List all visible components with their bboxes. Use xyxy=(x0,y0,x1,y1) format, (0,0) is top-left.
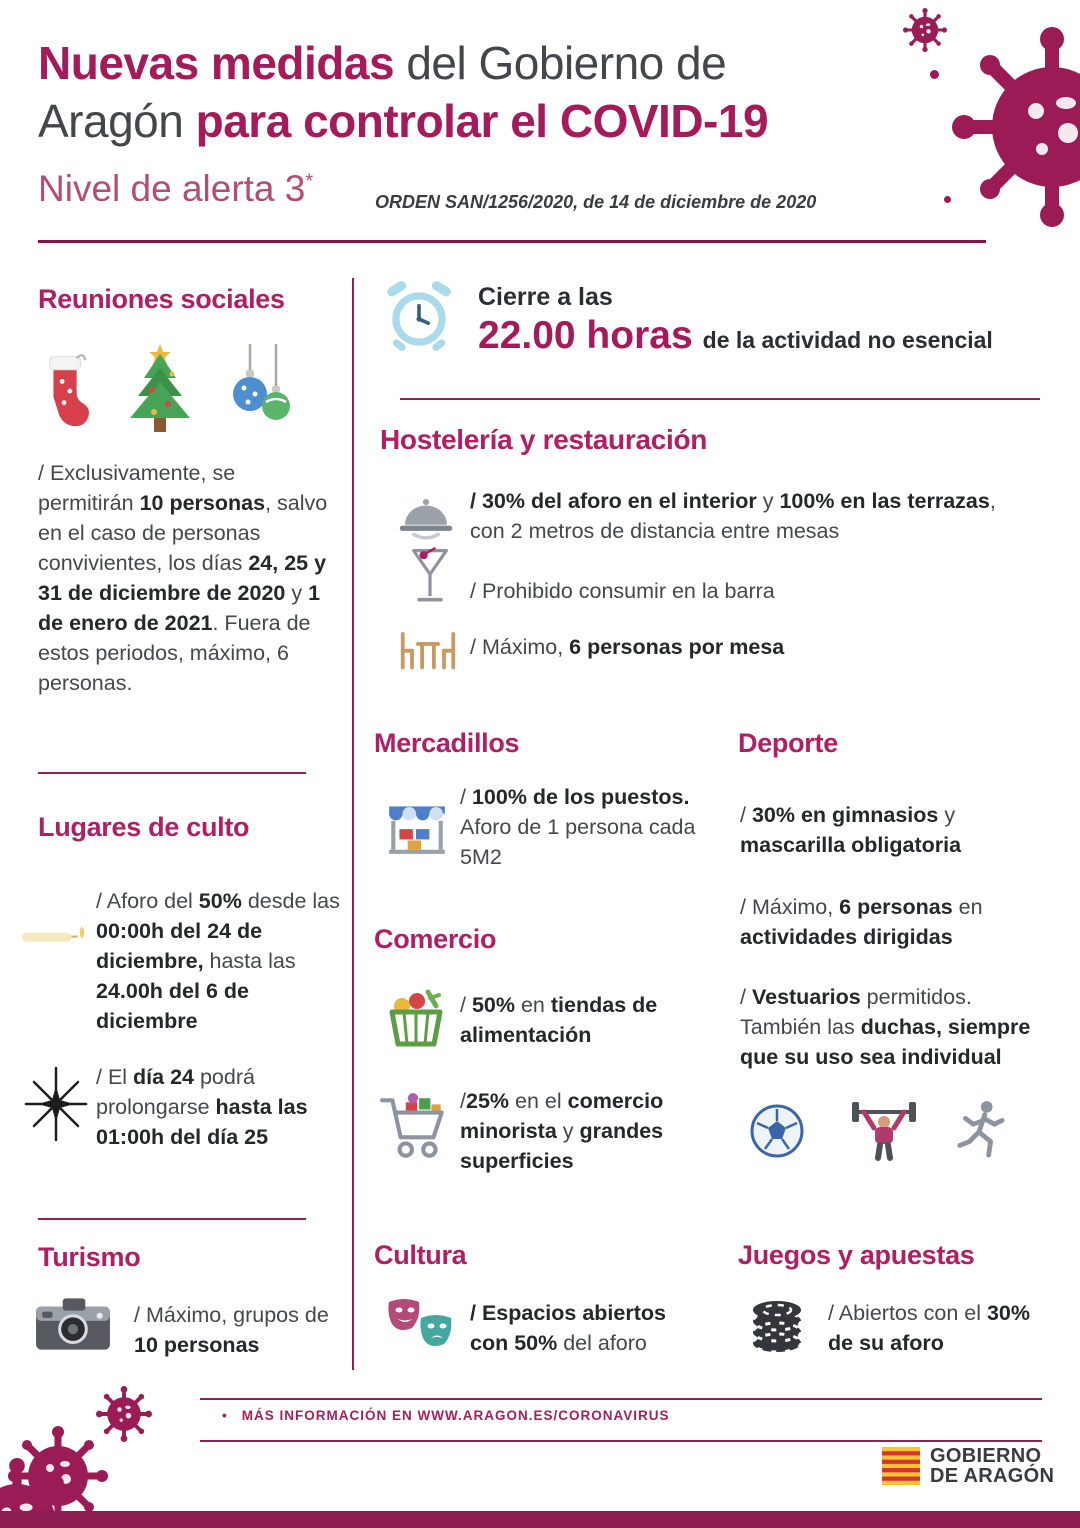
deporte-item: / 30% en gimnasios y mascarilla obligatoria xyxy=(740,803,962,857)
virus-icon xyxy=(903,8,947,52)
mercadillos-text: / 100% de los puestos. Aforo de 1 persona cada 5M2 xyxy=(460,785,696,869)
culto-item: / Aforo del 50% desde las 00:00h del 24 de diciembre, hasta las 24.00h del 6 de diciembre xyxy=(96,889,340,1033)
candle-icon xyxy=(20,920,92,947)
cocktail-icon xyxy=(410,546,450,608)
logo-line2: DE ARAGÓN xyxy=(930,1465,1055,1487)
stocking-icon xyxy=(38,350,94,436)
bottom-bar xyxy=(0,1511,1080,1528)
section-title-juegos: Juegos y apuestas xyxy=(738,1240,975,1270)
section-title-reuniones: Reuniones sociales xyxy=(38,284,285,314)
page-title xyxy=(38,34,958,150)
gobierno-aragon-logo xyxy=(882,1446,1054,1486)
cultura-text: / Espacios abiertos con 50% del aforo xyxy=(470,1301,666,1355)
soccer-ball-icon xyxy=(748,1102,806,1160)
cloche-icon xyxy=(398,492,454,540)
bullet: • xyxy=(222,1408,228,1423)
deporte-item: / Máximo, 6 personas en actividades dirigidas xyxy=(740,895,983,949)
alert-footnote-mark: * xyxy=(305,170,314,193)
section-divider xyxy=(38,772,306,774)
hosteleria-item: / Prohibido consumir en la barra xyxy=(470,579,775,603)
section-title-mercadillos: Mercadillos xyxy=(374,728,520,758)
logo-line1: GOBIERNO xyxy=(930,1445,1042,1467)
footer-divider xyxy=(200,1398,1042,1400)
title-plain-1: del Gobierno de xyxy=(394,37,727,89)
section-title-turismo: Turismo xyxy=(38,1242,141,1272)
logo-text xyxy=(930,1446,1054,1486)
section-divider xyxy=(400,398,1040,400)
closure-time: 22.00 horas xyxy=(478,314,693,357)
star-icon xyxy=(18,1066,94,1142)
section-title-deporte: Deporte xyxy=(738,728,838,758)
section-title-hosteleria: Hostelería y restauración xyxy=(380,424,708,455)
closure-suffix: de la actividad no esencial xyxy=(702,327,993,353)
culto-item: / El día 24 podrá prolongarse hasta las 01:00h del día 25 xyxy=(96,1065,308,1149)
section-title-comercio: Comercio xyxy=(374,924,497,954)
camera-icon xyxy=(34,1294,112,1354)
theater-masks-icon xyxy=(382,1294,460,1356)
virus-dot xyxy=(930,70,939,79)
comercio-item: /25% en el comercio minorista y grandes superficies xyxy=(460,1089,664,1173)
food-basket-icon xyxy=(384,988,448,1050)
juegos-text: / Abiertos con el 30% de su aforo xyxy=(828,1301,1030,1355)
section-title-cultura: Cultura xyxy=(374,1240,467,1270)
title-accent-2: para controlar el COVID-19 xyxy=(195,95,769,147)
shopping-cart-icon xyxy=(378,1090,452,1164)
hosteleria-item: / 30% del aforo en el interior y 100% en las terrazas, con 2 metros de distancia entre mesas xyxy=(470,489,996,543)
table-chairs-icon xyxy=(396,626,460,672)
column-divider xyxy=(352,278,354,1370)
baubles-icon xyxy=(226,344,296,436)
footer-url: WWW.ARAGON.ES/CORONAVIRUS xyxy=(417,1408,670,1423)
christmas-tree-icon xyxy=(118,340,202,436)
title-plain-2: Aragón xyxy=(38,95,196,147)
aragon-flag-icon xyxy=(882,1447,920,1485)
deporte-item: / Vestuarios permitidos. También las duchas, siempre que su uso sea individual xyxy=(740,985,1031,1069)
weightlifting-icon xyxy=(852,1098,916,1162)
virus-icon xyxy=(952,22,1080,232)
section-title-culto: Lugares de culto xyxy=(38,812,250,842)
closure-line xyxy=(478,314,1040,358)
header-divider xyxy=(38,240,986,243)
running-icon xyxy=(952,1098,1006,1162)
turismo-text: / Máximo, grupos de 10 personas xyxy=(134,1303,329,1357)
closure-prefix: Cierre a las xyxy=(478,283,613,311)
poker-chips-icon xyxy=(748,1294,806,1354)
alert-level-text: Nivel de alerta 3 xyxy=(38,168,306,209)
reuniones-text: / Exclusivamente, se permitirán 10 personas, salvo en el caso de personas convivientes, los días 24, 25 y 31 de diciembre de 2020 y 1 de enero de 2021. Fuera de estos periodos, máximo, 6 personas. xyxy=(38,461,328,695)
footer-divider xyxy=(200,1440,1042,1442)
market-stall-icon xyxy=(384,794,450,856)
order-reference: ORDEN SAN/1256/2020, de 14 de diciembre de 2020 xyxy=(375,192,817,212)
title-accent-1: Nuevas medidas xyxy=(38,37,395,89)
closure-banner xyxy=(478,283,1040,358)
footer-info-prefix: MÁS INFORMACIÓN EN xyxy=(241,1408,418,1423)
comercio-item: / 50% en tiendas de alimentación xyxy=(460,993,658,1047)
hosteleria-item: / Máximo, 6 personas por mesa xyxy=(470,635,785,659)
alert-level xyxy=(38,168,313,210)
section-divider xyxy=(38,1218,306,1220)
christmas-icons-row xyxy=(38,336,296,436)
virus-dot xyxy=(944,196,951,203)
alarm-clock-icon xyxy=(380,278,458,356)
footer-info xyxy=(222,1408,669,1423)
